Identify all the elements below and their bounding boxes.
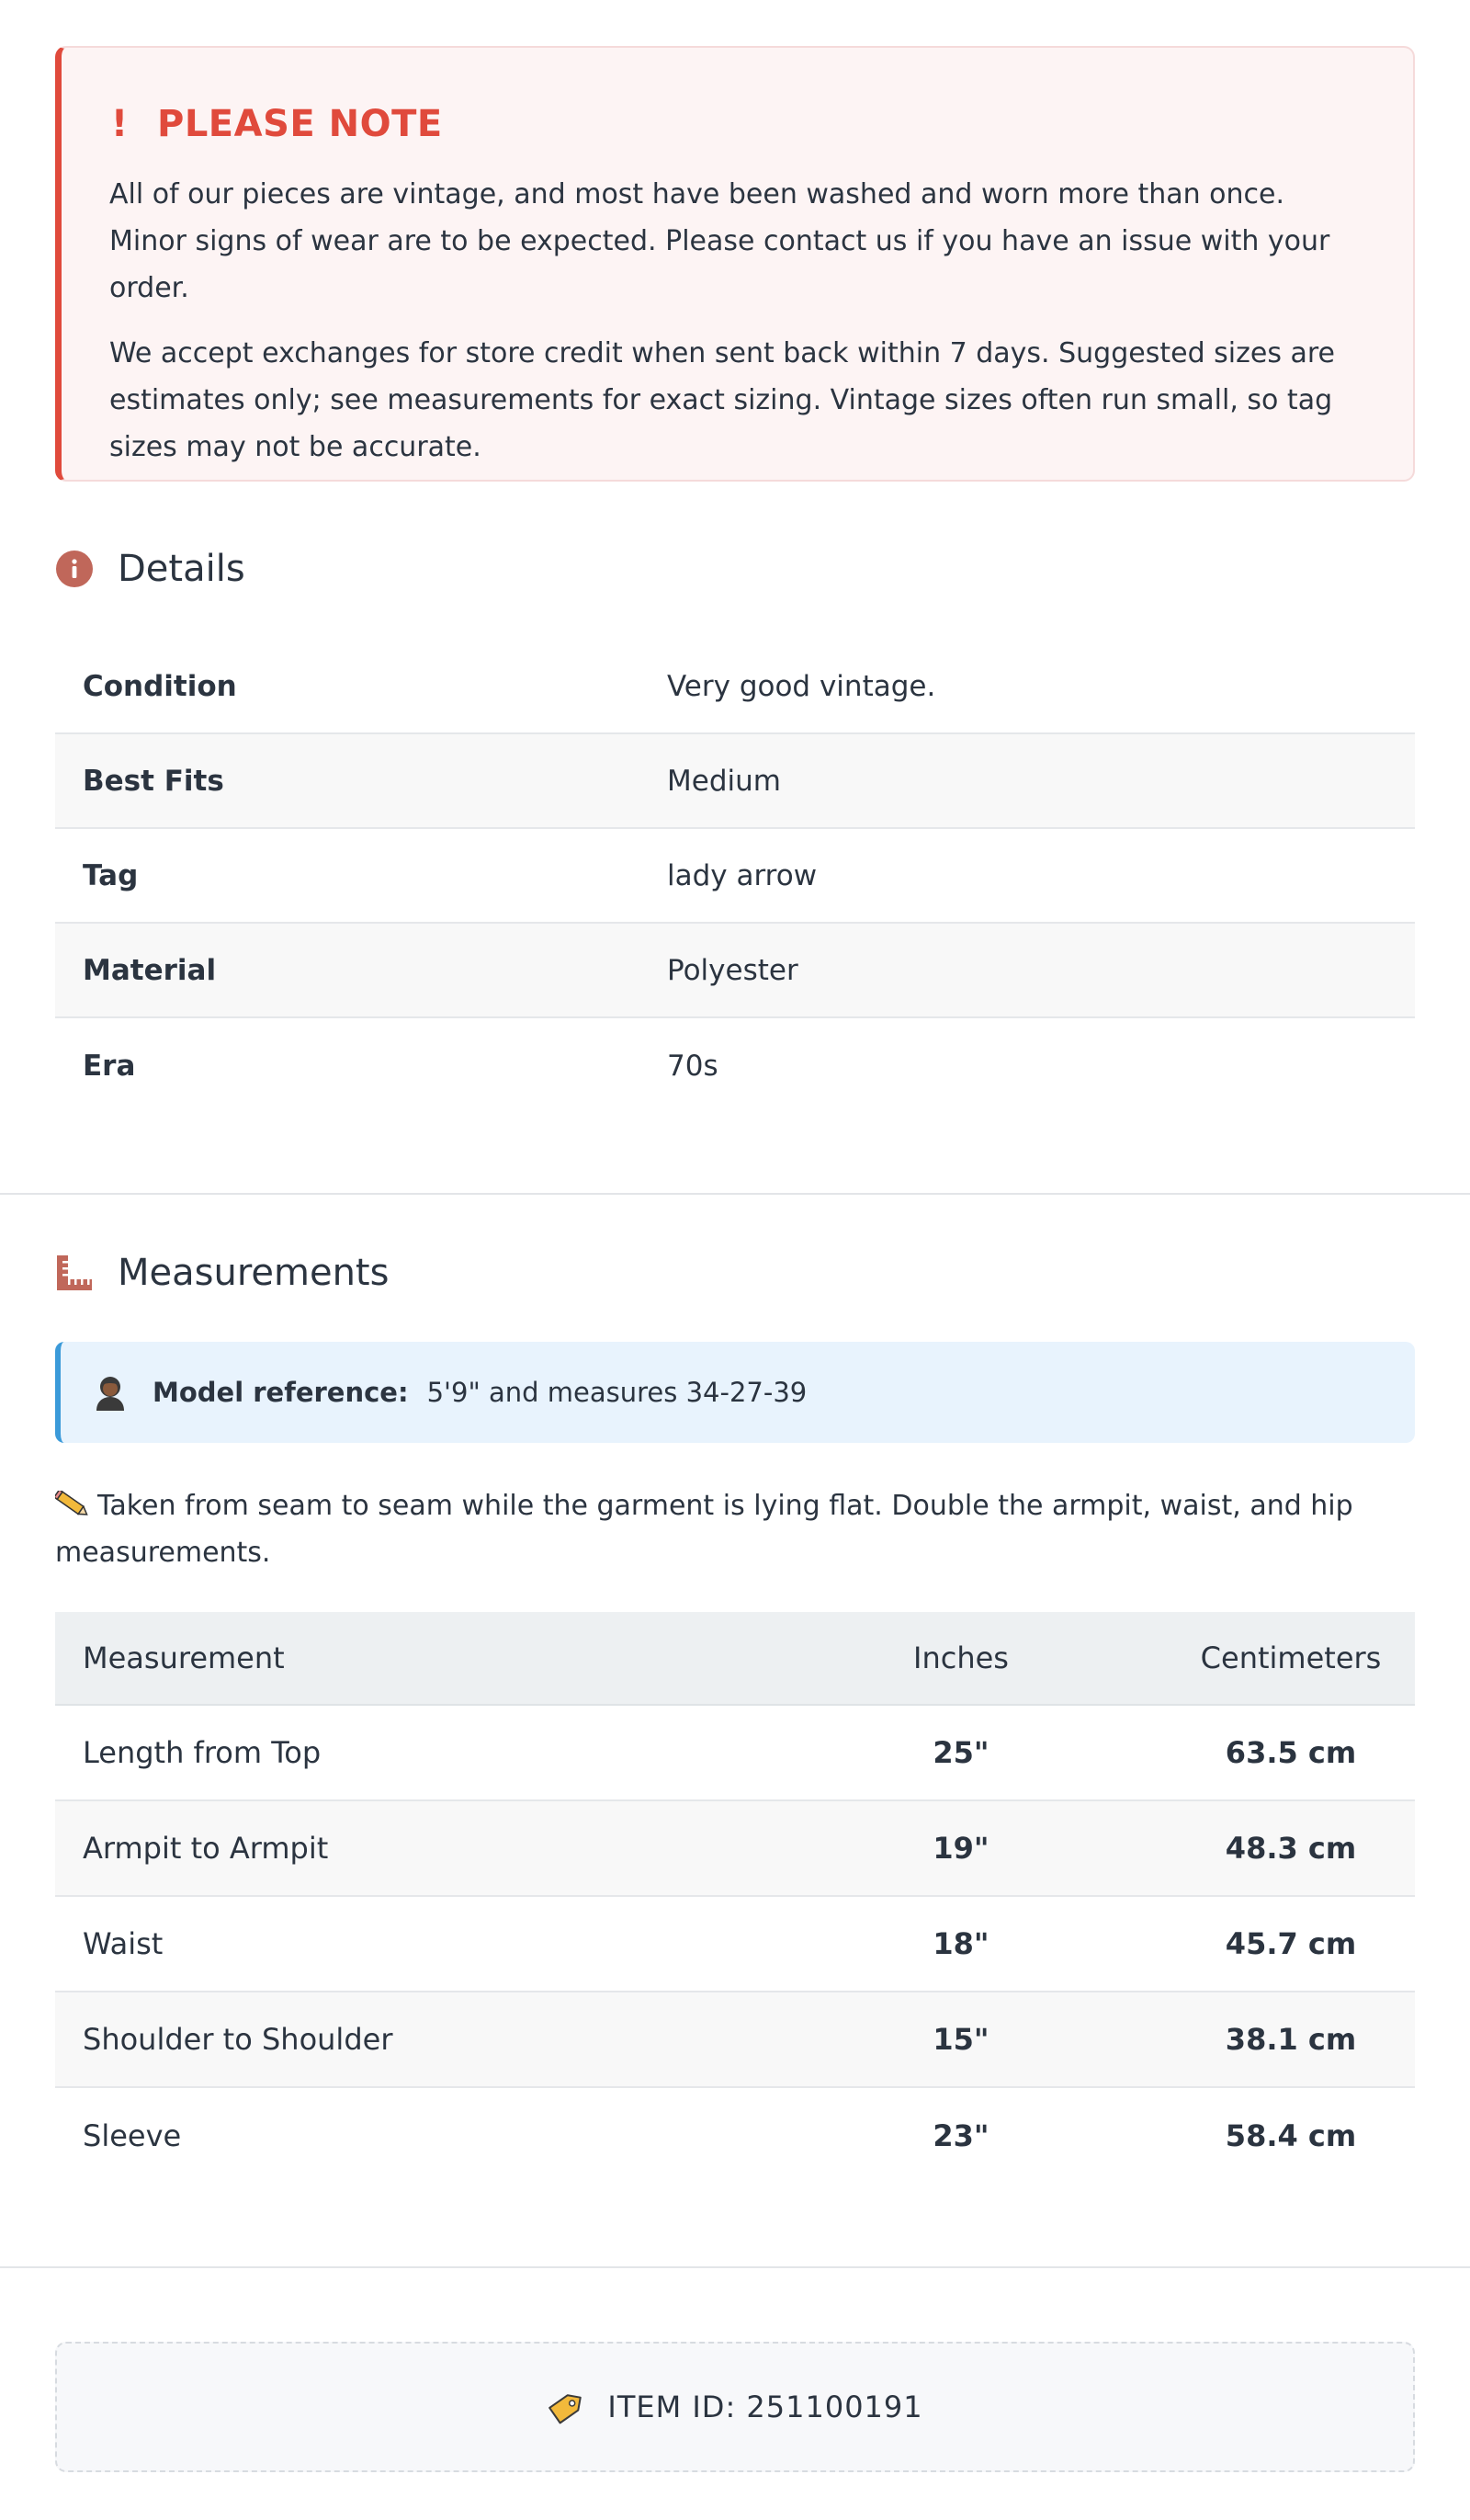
- details-row-best-fits: [55, 734, 1415, 829]
- details-row-era: [55, 1018, 1415, 1113]
- measurement-name: Shoulder to Shoulder: [83, 2022, 393, 2057]
- measurement-name: Waist: [83, 1926, 164, 1961]
- measurement-hint: [55, 1482, 1378, 1576]
- details-value: lady arrow: [667, 858, 818, 892]
- model-reference-value: 5'9" and measures 34-27-39: [426, 1377, 808, 1408]
- ruler-icon: [55, 1254, 94, 1292]
- measurement-name: Armpit to Armpit: [83, 1831, 329, 1866]
- measurement-inches: 19": [933, 1831, 989, 1866]
- table-row: [55, 2088, 1415, 2184]
- details-label: Condition: [83, 669, 237, 703]
- section-divider: [0, 2266, 1470, 2268]
- details-label: Tag: [83, 858, 139, 892]
- tag-icon: [547, 2389, 587, 2425]
- column-header-centimeters: Centimeters: [1200, 1640, 1382, 1675]
- person-icon: [94, 1374, 127, 1411]
- table-row: [55, 1801, 1415, 1897]
- details-table: [55, 640, 1415, 1113]
- details-value: 70s: [667, 1049, 718, 1083]
- details-title: Details: [118, 548, 245, 590]
- pencil-icon: [55, 1486, 90, 1514]
- measurement-name: Length from Top: [83, 1735, 322, 1770]
- details-row-tag: [55, 829, 1415, 924]
- model-reference-label: Model reference:: [153, 1377, 409, 1408]
- details-label: Best Fits: [83, 764, 224, 798]
- table-row: [55, 1992, 1415, 2088]
- item-id-box: [55, 2342, 1415, 2472]
- table-row: [55, 1706, 1415, 1801]
- measurement-name: Sleeve: [83, 2118, 182, 2153]
- model-reference-panel: [55, 1342, 1415, 1443]
- details-value: Very good vintage.: [667, 669, 936, 703]
- measurement-cm: 58.4 cm: [1225, 2118, 1357, 2153]
- please-note-paragraph-2: We accept exchanges for store credit when sent back within 7 days. Suggested sizes are estimates only; see measurements for exact sizing. Vintage sizes often run small, so tag sizes may not be accurate.: [109, 337, 1336, 463]
- section-divider: [0, 1193, 1470, 1195]
- info-icon: [55, 550, 94, 588]
- please-note-paragraph-1: All of our pieces are vintage, and most have been washed and worn more than once. Minor signs of wear are to be expected. Please contact us if you have an issue with your order.: [109, 178, 1330, 304]
- item-id-label: ITEM ID: 251100191: [607, 2389, 923, 2424]
- measurement-inches: 23": [933, 2118, 989, 2153]
- column-header-measurement: Measurement: [83, 1640, 285, 1675]
- details-row-material: [55, 924, 1415, 1018]
- measurement-cm: 48.3 cm: [1225, 1831, 1357, 1866]
- details-value: Polyester: [667, 953, 798, 987]
- please-note-box: [55, 46, 1415, 482]
- measurements-heading: [55, 1252, 389, 1294]
- details-value: Medium: [667, 764, 781, 798]
- measurement-inches: 25": [933, 1735, 989, 1770]
- details-heading: [55, 548, 245, 590]
- measurements-table: [55, 1612, 1415, 2184]
- details-row-condition: [55, 640, 1415, 734]
- measurement-cm: 63.5 cm: [1225, 1735, 1357, 1770]
- table-header-row: [55, 1612, 1415, 1706]
- table-row: [55, 1897, 1415, 1992]
- measurement-cm: 45.7 cm: [1225, 1926, 1357, 1961]
- please-note-title: PLEASE NOTE: [157, 103, 443, 145]
- measurement-cm: 38.1 cm: [1225, 2022, 1357, 2057]
- measurement-inches: 18": [933, 1926, 989, 1961]
- measurement-hint-text: Taken from seam to seam while the garment is lying flat. Double the armpit, waist, and hip measurements.: [55, 1490, 1353, 1569]
- measurements-title: Measurements: [118, 1252, 390, 1294]
- details-label: Era: [83, 1049, 136, 1083]
- measurement-inches: 15": [933, 2022, 989, 2057]
- column-header-inches: Inches: [913, 1640, 1009, 1675]
- please-note-header: [109, 101, 1365, 147]
- details-label: Material: [83, 953, 217, 987]
- exclamation-icon: !: [110, 103, 129, 145]
